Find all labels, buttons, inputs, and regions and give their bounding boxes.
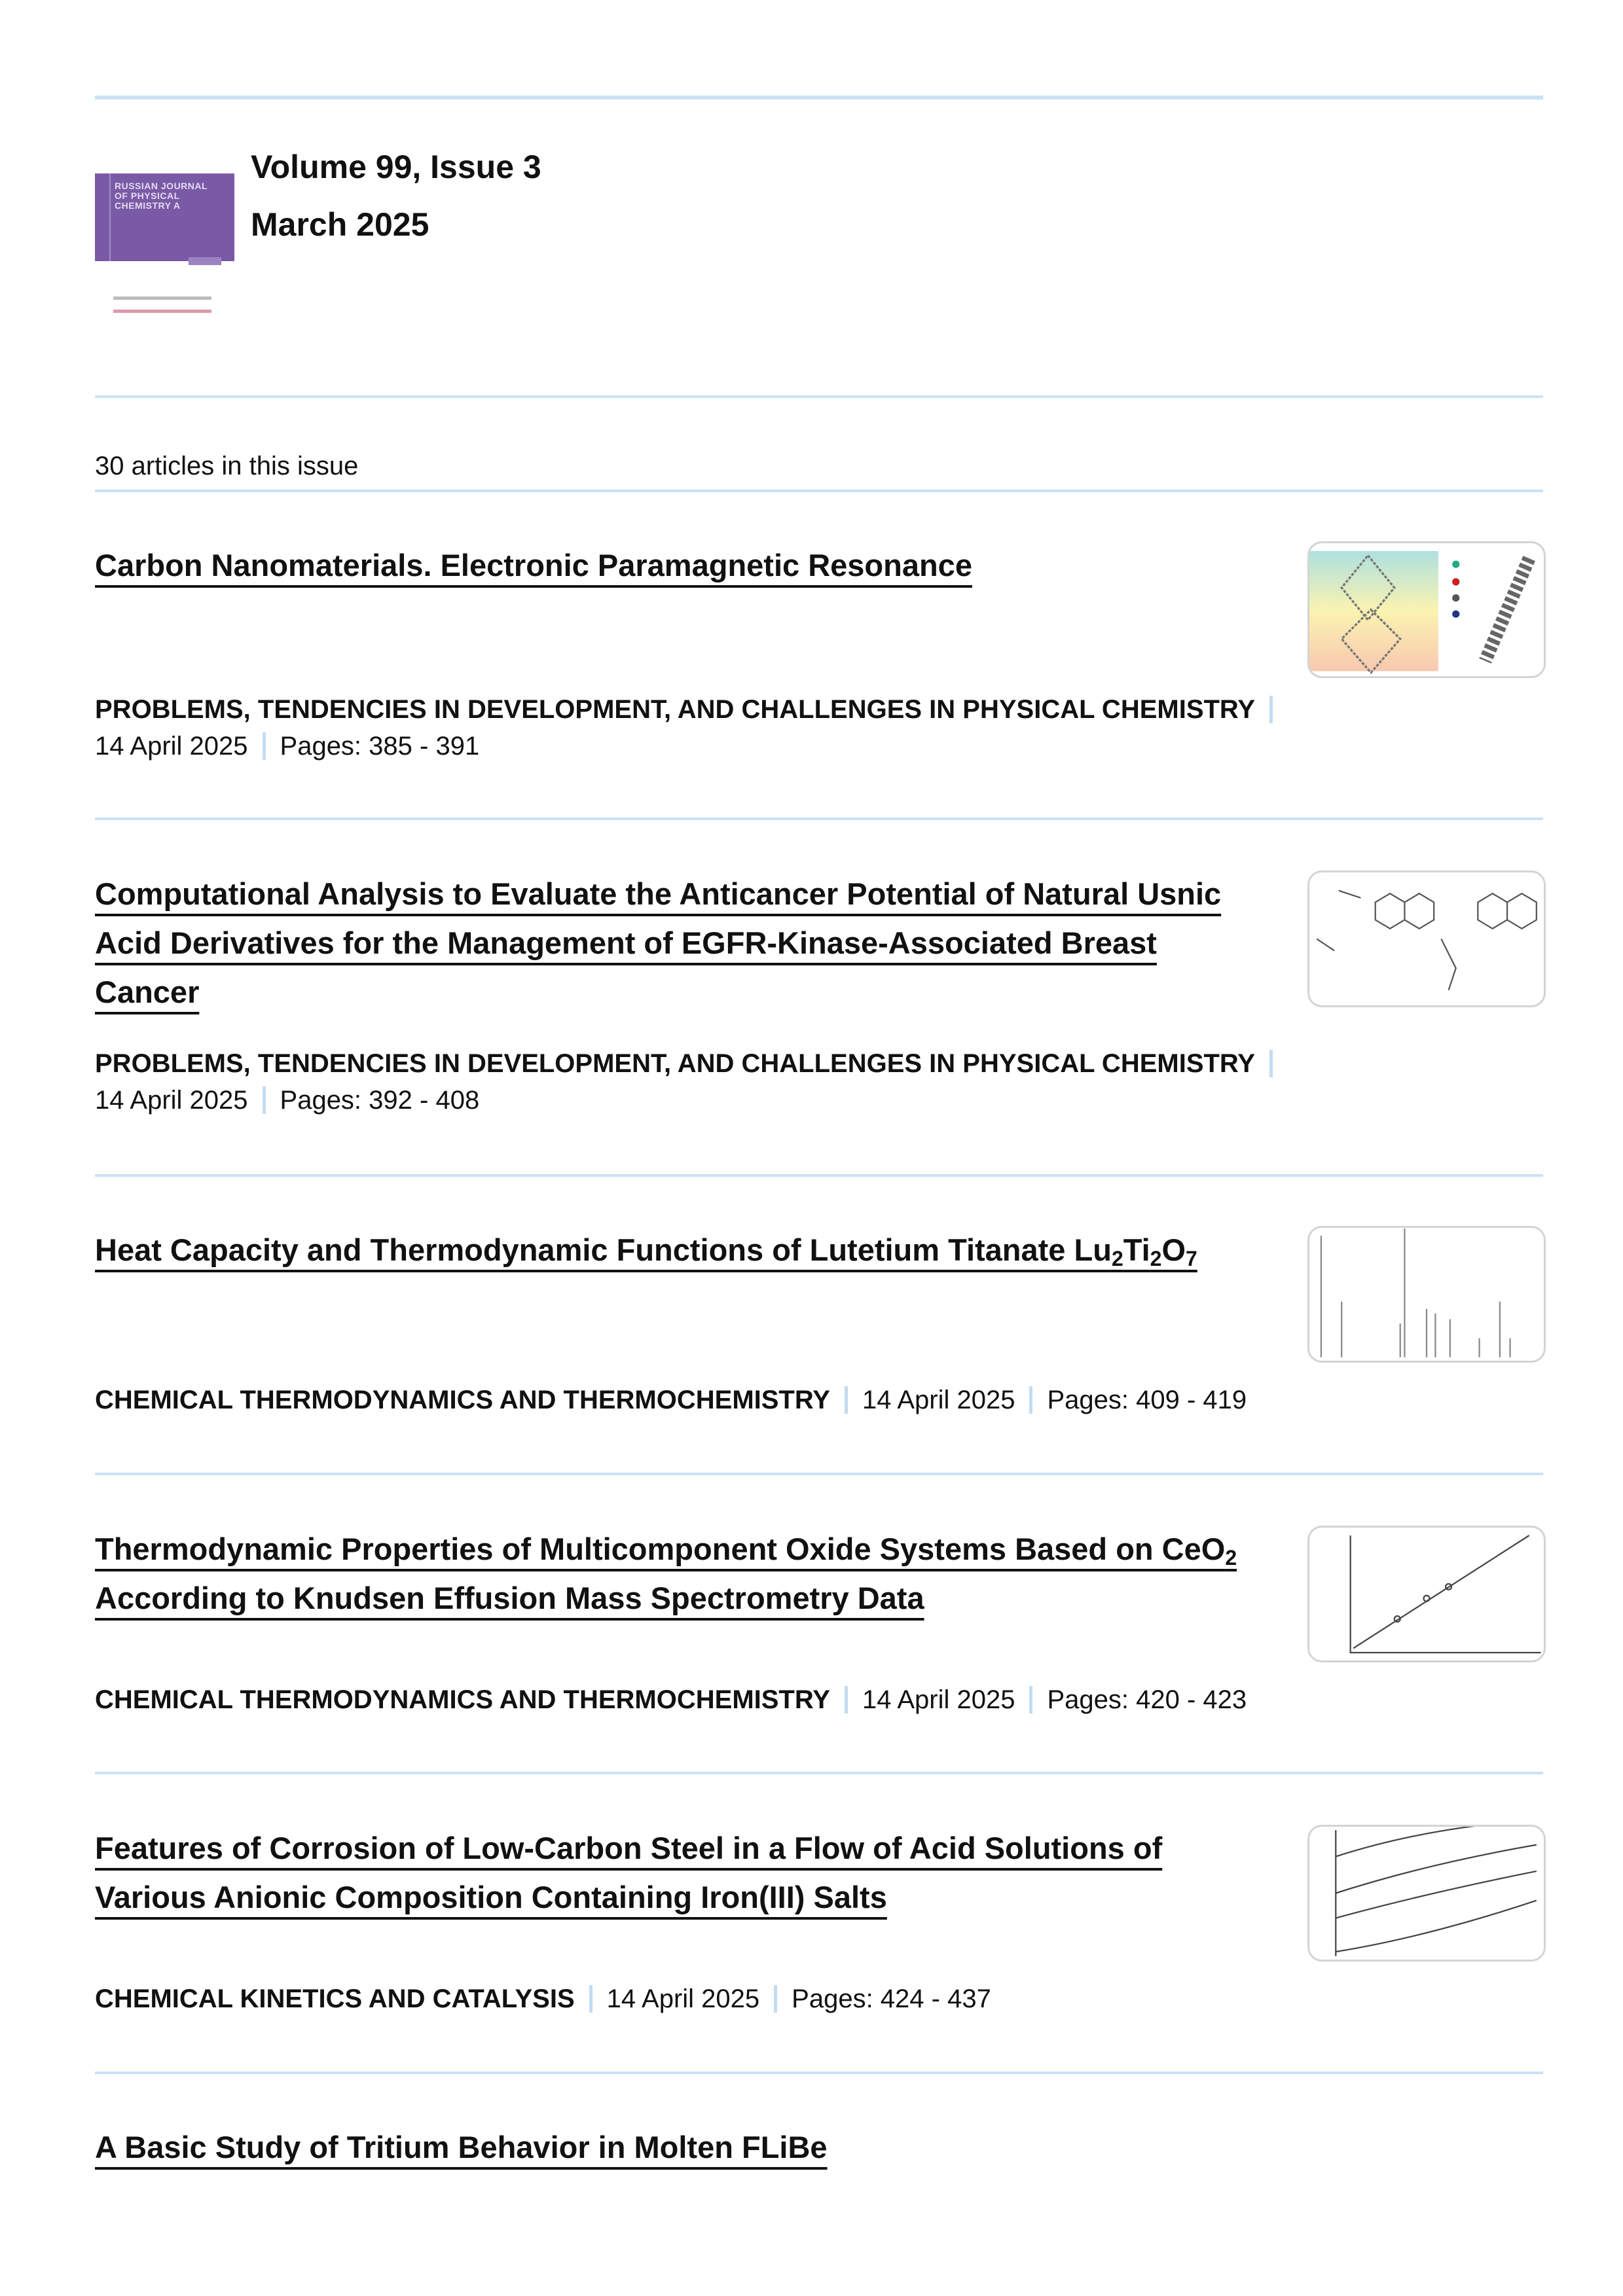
separator — [1029, 1386, 1032, 1414]
article-thumbnail[interactable] — [1307, 870, 1546, 1007]
article-thumbnail[interactable] — [1307, 541, 1546, 678]
publisher-logo — [113, 296, 211, 300]
article-title[interactable] — [95, 869, 1267, 1016]
divider — [95, 490, 1543, 492]
published-date: 14 April 2025 — [862, 1386, 1015, 1414]
separator — [263, 1086, 266, 1114]
separator — [263, 732, 266, 760]
article-category[interactable]: PROBLEMS, TENDENCIES IN DEVELOPMENT, AND CHALLENGES IN PHYSICAL CHEMISTRY — [95, 695, 1256, 724]
cover-box — [189, 257, 221, 265]
article-thumbnail[interactable] — [1307, 1226, 1546, 1363]
article-title-link[interactable]: Computational Analysis to Evaluate the Anticancer Potential of Natural Usnic Acid Derivatives for the Management of EGFR-Kinase-Associated Breast Cancer — [95, 876, 1222, 1009]
issue-date: March 2025 — [251, 206, 429, 243]
volume-issue[interactable]: Volume 99, Issue 3 — [251, 149, 541, 185]
divider — [95, 2072, 1543, 2074]
article-category[interactable]: CHEMICAL THERMODYNAMICS AND THERMOCHEMISTRY — [95, 1386, 830, 1414]
article-title-link[interactable]: Carbon Nanomaterials. Electronic Paramagnetic Resonance — [95, 548, 972, 583]
separator — [845, 1686, 848, 1713]
article-meta — [95, 1981, 1503, 2017]
graphene-structure-icon — [1309, 543, 1544, 676]
article-title[interactable] — [95, 1823, 1267, 1922]
page-range: Pages: 420 - 423 — [1047, 1685, 1247, 1714]
published-date: 14 April 2025 — [95, 732, 248, 761]
divider — [95, 395, 1543, 398]
page-range: Pages: 409 - 419 — [1047, 1386, 1247, 1414]
separator — [845, 1386, 848, 1414]
article-category[interactable]: PROBLEMS, TENDENCIES IN DEVELOPMENT, AND CHALLENGES IN PHYSICAL CHEMISTRY — [95, 1049, 1256, 1078]
article-title-link[interactable]: Thermodynamic Properties of Multicomponent Oxide Systems Based on CeO$_2$ According to Knudsen Effusion Mass Spectrometry Data — [95, 1532, 1237, 1615]
diffraction-pattern-icon — [1309, 1228, 1544, 1361]
page-range: Pages: 424 - 437 — [792, 1984, 991, 2013]
article-title[interactable] — [95, 541, 1267, 590]
article-thumbnail[interactable] — [1307, 1526, 1546, 1662]
journal-cover-image[interactable] — [95, 149, 234, 332]
page-range: Pages: 392 - 408 — [280, 1086, 480, 1115]
cover-band — [95, 173, 234, 261]
article-thumbnail[interactable] — [1307, 1825, 1546, 1962]
article-title-link[interactable]: A Basic Study of Tritium Behavior in Molten FLiBe — [95, 2130, 828, 2164]
curve-plot-icon — [1309, 1827, 1544, 1960]
article-meta — [95, 1045, 1503, 1119]
article-title[interactable] — [95, 1524, 1267, 1623]
divider — [95, 1174, 1543, 1177]
published-date: 14 April 2025 — [95, 1086, 248, 1115]
divider — [95, 1473, 1543, 1475]
article-title-link[interactable]: Features of Corrosion of Low-Carbon Steel in a Flow of Acid Solutions of Various Anionic Composition Containing Iron(III) Salts — [95, 1831, 1163, 1914]
article-count: 30 articles in this issue — [95, 452, 359, 480]
article-title[interactable] — [95, 2123, 1267, 2172]
article-title-link[interactable]: Heat Capacity and Thermodynamic Functions of Lutetium Titanate $Lu_2Ti_2O_7$ — [95, 1232, 1197, 1270]
separator — [774, 1985, 777, 2013]
divider — [95, 1772, 1543, 1774]
top-divider — [95, 96, 1543, 99]
molecule-structure-icon — [1309, 872, 1544, 1005]
article-title[interactable] — [95, 1225, 1267, 1274]
published-date: 14 April 2025 — [606, 1984, 760, 2013]
separator — [1029, 1686, 1032, 1713]
article-category[interactable]: CHEMICAL KINETICS AND CATALYSIS — [95, 1984, 575, 2013]
separator — [1269, 1050, 1273, 1077]
page-range: Pages: 385 - 391 — [280, 732, 480, 761]
article-meta — [95, 1681, 1503, 1718]
linear-plot-icon — [1309, 1528, 1544, 1660]
cover-header — [95, 149, 234, 160]
article-category[interactable]: CHEMICAL THERMODYNAMICS AND THERMOCHEMISTRY — [95, 1685, 830, 1714]
cover-spine — [109, 173, 111, 261]
separator — [589, 1985, 593, 2013]
article-meta — [95, 1382, 1503, 1418]
article-meta — [95, 691, 1503, 764]
published-date: 14 April 2025 — [862, 1685, 1015, 1714]
cover-journal-title: RUSSIAN JOURNAL OF PHYSICAL CHEMISTRY A — [115, 181, 208, 211]
separator — [1269, 696, 1273, 723]
divider — [95, 817, 1543, 820]
